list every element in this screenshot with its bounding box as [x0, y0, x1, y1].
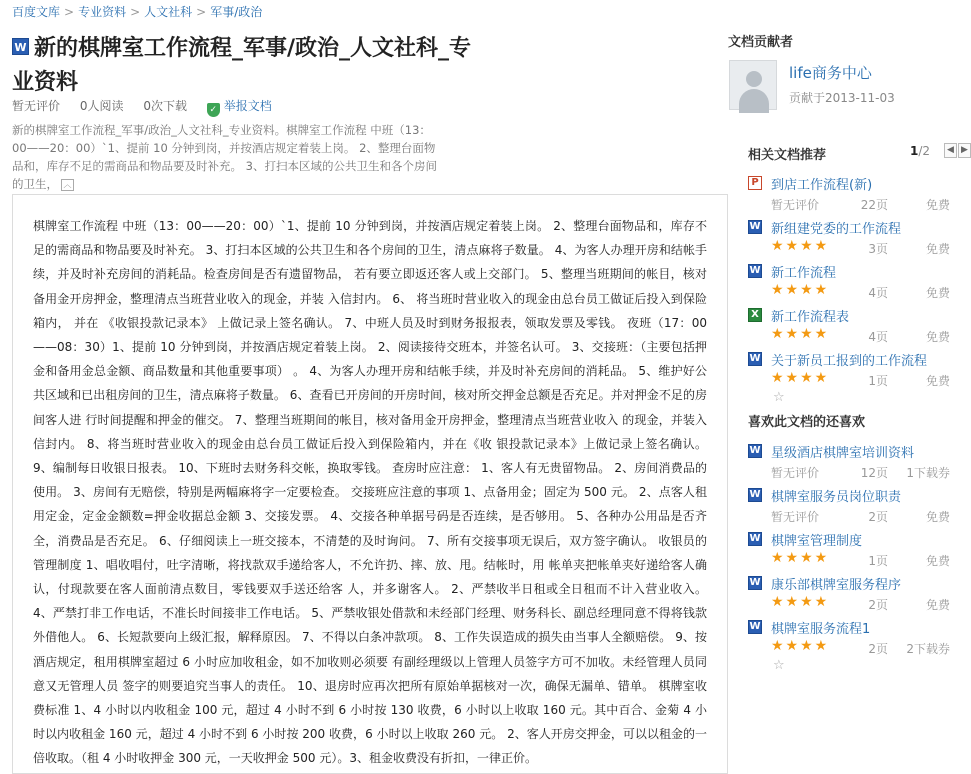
report-label: 举报文档: [223, 99, 272, 113]
also-like-title[interactable]: 棋牌室管理制度: [771, 534, 863, 549]
price-label: 免费: [925, 554, 950, 568]
related-doc-item[interactable]: [748, 306, 965, 350]
page-count: 2页: [868, 510, 888, 524]
breadcrumb: [12, 3, 262, 20]
avatar[interactable]: [729, 60, 777, 110]
rating-text: 暂无评价: [771, 466, 820, 480]
page-count: 1页: [868, 554, 888, 568]
word-doc-icon: W: [749, 577, 761, 588]
related-pager: [910, 144, 930, 158]
related-doc-item[interactable]: [748, 218, 965, 262]
chevron-right-icon: >: [196, 5, 207, 19]
page-count: 3页: [868, 242, 888, 256]
doc-header: [12, 32, 472, 100]
word-doc-icon: W: [749, 445, 761, 456]
star-rating: ★★★★: [771, 282, 830, 298]
star-rating: ★★★★: [771, 238, 830, 254]
price-label: 免费: [925, 598, 950, 612]
star-rating: ★★★★: [771, 370, 830, 386]
chevron-right-icon: >: [130, 5, 141, 19]
also-like-item[interactable]: [748, 530, 965, 574]
shield-icon: ✓: [207, 103, 220, 117]
related-doc-title[interactable]: 到店工作流程(新): [771, 178, 873, 193]
breadcrumb-item-humanities[interactable]: 人文社科: [144, 5, 193, 19]
star-rating: ★★★★: [771, 326, 830, 342]
related-doc-item[interactable]: [748, 262, 965, 306]
word-doc-icon: W: [749, 265, 761, 276]
breadcrumb-item-professional[interactable]: 专业资料: [78, 5, 127, 19]
read-count: 0人阅读: [79, 99, 124, 113]
also-like-heading: 喜欢此文档的还喜欢: [748, 415, 866, 430]
price-label: 免费: [925, 242, 950, 256]
rating-text: 暂无评价: [771, 198, 820, 212]
price-label: 免费: [925, 198, 950, 212]
also-like-title[interactable]: 星级酒店棋牌室培训资料: [771, 446, 915, 461]
price-label: 免费: [925, 330, 950, 344]
also-like-item[interactable]: [748, 486, 965, 530]
pager-current: 1: [910, 144, 919, 158]
page-count: 2页: [868, 642, 888, 656]
related-doc-item[interactable]: [748, 350, 965, 394]
contributor-heading: 文档贡献者: [728, 35, 794, 50]
rating-text: 暂无评价: [771, 510, 820, 524]
related-doc-item[interactable]: [748, 174, 965, 218]
document-viewer[interactable]: [12, 194, 728, 774]
prev-page-icon[interactable]: ◀: [944, 143, 957, 158]
page-count: 1页: [868, 374, 888, 388]
next-page-icon[interactable]: ▶: [958, 143, 971, 158]
pager-total: /2: [918, 144, 931, 158]
word-doc-icon: W: [749, 621, 761, 632]
price-label: 2下载券: [906, 642, 950, 656]
also-like-item[interactable]: [748, 442, 965, 486]
also-like-title[interactable]: 棋牌室服务员岗位职责: [771, 490, 902, 505]
star-outline-icon[interactable]: ☆: [773, 658, 785, 673]
doc-summary: [12, 121, 442, 193]
breadcrumb-item-military[interactable]: 军事/政治: [210, 5, 263, 19]
star-rating: ★★★★: [771, 638, 830, 654]
page-count: 22页: [860, 198, 888, 212]
price-label: 免费: [925, 510, 950, 524]
doc-meta: [12, 97, 288, 117]
download-count: 0次下载: [143, 99, 187, 113]
page-count: 4页: [868, 330, 888, 344]
contributor-date: 贡献于2013-11-03: [789, 91, 895, 105]
word-doc-icon: W: [749, 353, 761, 364]
word-doc-icon: W: [12, 38, 29, 55]
rating-text: 暂无评价: [12, 99, 61, 113]
chevron-right-icon: >: [64, 5, 75, 19]
star-outline-icon[interactable]: ☆: [773, 390, 785, 405]
also-like-item[interactable]: [748, 618, 965, 662]
also-like-item[interactable]: [748, 574, 965, 618]
also-like-title[interactable]: 康乐部棋牌室服务程序: [771, 578, 902, 593]
page-count: 2页: [868, 598, 888, 612]
related-doc-title[interactable]: 新工作流程: [771, 266, 837, 281]
ppt-doc-icon: P: [748, 176, 762, 190]
excel-doc-icon: X: [748, 308, 762, 322]
price-label: 免费: [925, 286, 950, 300]
summary-text: 新的棋牌室工作流程_军事/政治_人文社科_专业资料。棋牌室工作流程 中班（13：00——20：00）`1、提前 10 分钟到岗，并按酒店规定着装上岗。 2、整理台面物品和，库存不足的需商品和物品要及时补充。 3、打扫本区域的公共卫生和各个房间的卫生，: [12, 123, 437, 191]
star-rating: ★★★★: [771, 594, 830, 610]
word-doc-icon: W: [749, 533, 761, 544]
related-doc-title[interactable]: 新组建党委的工作流程: [771, 222, 902, 237]
collapse-arrow-icon[interactable]: ︿: [61, 179, 74, 191]
breadcrumb-item-wenku[interactable]: 百度文库: [12, 5, 61, 19]
page-title: 新的棋牌室工作流程_军事/政治_人文社科_专业资料: [12, 36, 472, 95]
also-like-title[interactable]: 棋牌室服务流程1: [771, 622, 871, 637]
page-count: 12页: [860, 466, 888, 480]
related-doc-title[interactable]: 关于新员工报到的工作流程: [771, 354, 928, 369]
document-body: 棋牌室工作流程 中班（13：00——20：00）`1、提前 10 分钟到岗，并按酒店规定着装上岗。 2、整理台面物品和，库存不足的需商品和物品要及时补充。 3、打扫本区域的公共卫生和各个房间的卫生，清点麻将子数量。 4、为客人办理开房和结帐手续，并及时补充房间的消耗品。检查房间是否有遗留物品， 若有要立即返还客人或上交部门。 5、整理当班期间的帐目，核对备用金开房押金，整理清点当班营业收入的现金，并装 入信封内。 6、 将当班时营业收入的现金由总台员工做证后投入到保险箱内， 并在 《收银投款记录本》 上做记录上签名确认。 7、中班人员及时到财务报报表，领取发票及零钱。 夜班（17：00——08：30）1、提前 10 分钟到岗，并按酒店规定着装上岗。 2、阅读接待交班本，并签名认可。 3、交接班：（主要包括押金和备用金总金额、商品数量和其他重要事项） 。 4、为客人办理开房和结帐手续，并及时补充房间的消耗品。 5、维护好公共区域和已出租房间的卫生，清点麻将子数量。 6、查看已开房间的开房时间，核对所交押金总额是否充足。并对押金不足的房间客人进 行时间提醒和押金的催交。 7、整理当班期间的帐目，核对备用金开房押金，整理清点当班营业收入 的现金，并装入信封内。 8、将当班时营业收入的现金由总台员工做证后投入到保险箱内，并在《收 银投款记录本》上做记录上签名确认。 9、编制每日收银日报表。 10、下班时去财务科交帐，换取零钱。 查房时应注意： 1、客人有无贵留物品。 2、房间消费品的使用。 3、房间有无赔偿，特别是两幅麻将字一定要检查。 交接班应注意的事项 1、点备用金；固定为 500 元。 2、点客人租用定金，定金金额数=押金收据总金额 3、交接发票。 4、交接各种单据号码是否连续，是否够用。 5、各种办公用品是否齐全，消费品是否充足。 6、仔细阅读上一班交接本，不清楚的及时询问。 7、所有交接事项无误后，双方签字确认。 收银员的管理制度 1、唱收唱付，吐字清晰，将找款双手递给客人，不允许扔、摔、放、甩。结帐时，用 帐单夹把帐单夹好递给客人确认，付现款要在客人面前清点数目，零钱要双手送还给客 人，并多谢客人。 2、严禁收半日租或全日租而不计入营业收入。 4、严禁打非工作电话，不准长时间接非工作电话。 5、严禁收银处借款和未经部门经理、财务科长、副总经理同意不得将钱款 外借他人。 6、长短款要向上级汇报，解释原因。 7、不得以白条冲款项。 8、工作失误造成的损失由当事人全额赔偿。 9、按酒店规定，租用棋牌室超过 6 小时应加收租金，如不加收则必须要 有副经理级以上管理人员签字方可不加收。未经管理人员同意又无管理人员 签字的则要追究当事人的责任。 10、退房时应再次把所有原始单据核对一次，确保无漏单、错单。 棋牌室收费标准 1、4 小时以内收租金 100 元，超过 4 小时不到 6 小时按 130 收费，6 小时以上收取 160 元。其中百合、金菊 4 小时以内收租金 160 元，超过 4 小时不到 6 小时按 200 收费，6 小时以上收取 260 元。 2、客人开房交押金，可以以租金的一倍收取。（租 4 小时收押金 300 元，一天收押金 500 元）。3、租金收费没有折扣，一律正价。: [33, 219, 707, 766]
star-rating: ★★★★: [771, 550, 830, 566]
contributor-name[interactable]: life商务中心: [789, 64, 872, 82]
related-heading: 相关文档推荐: [748, 148, 827, 163]
price-label: 1下载券: [906, 466, 950, 480]
related-doc-title[interactable]: 新工作流程表: [771, 310, 850, 325]
word-doc-icon: W: [749, 221, 761, 232]
page-count: 4页: [868, 286, 888, 300]
report-link[interactable]: [207, 99, 288, 113]
word-doc-icon: W: [749, 489, 761, 500]
price-label: 免费: [925, 374, 950, 388]
